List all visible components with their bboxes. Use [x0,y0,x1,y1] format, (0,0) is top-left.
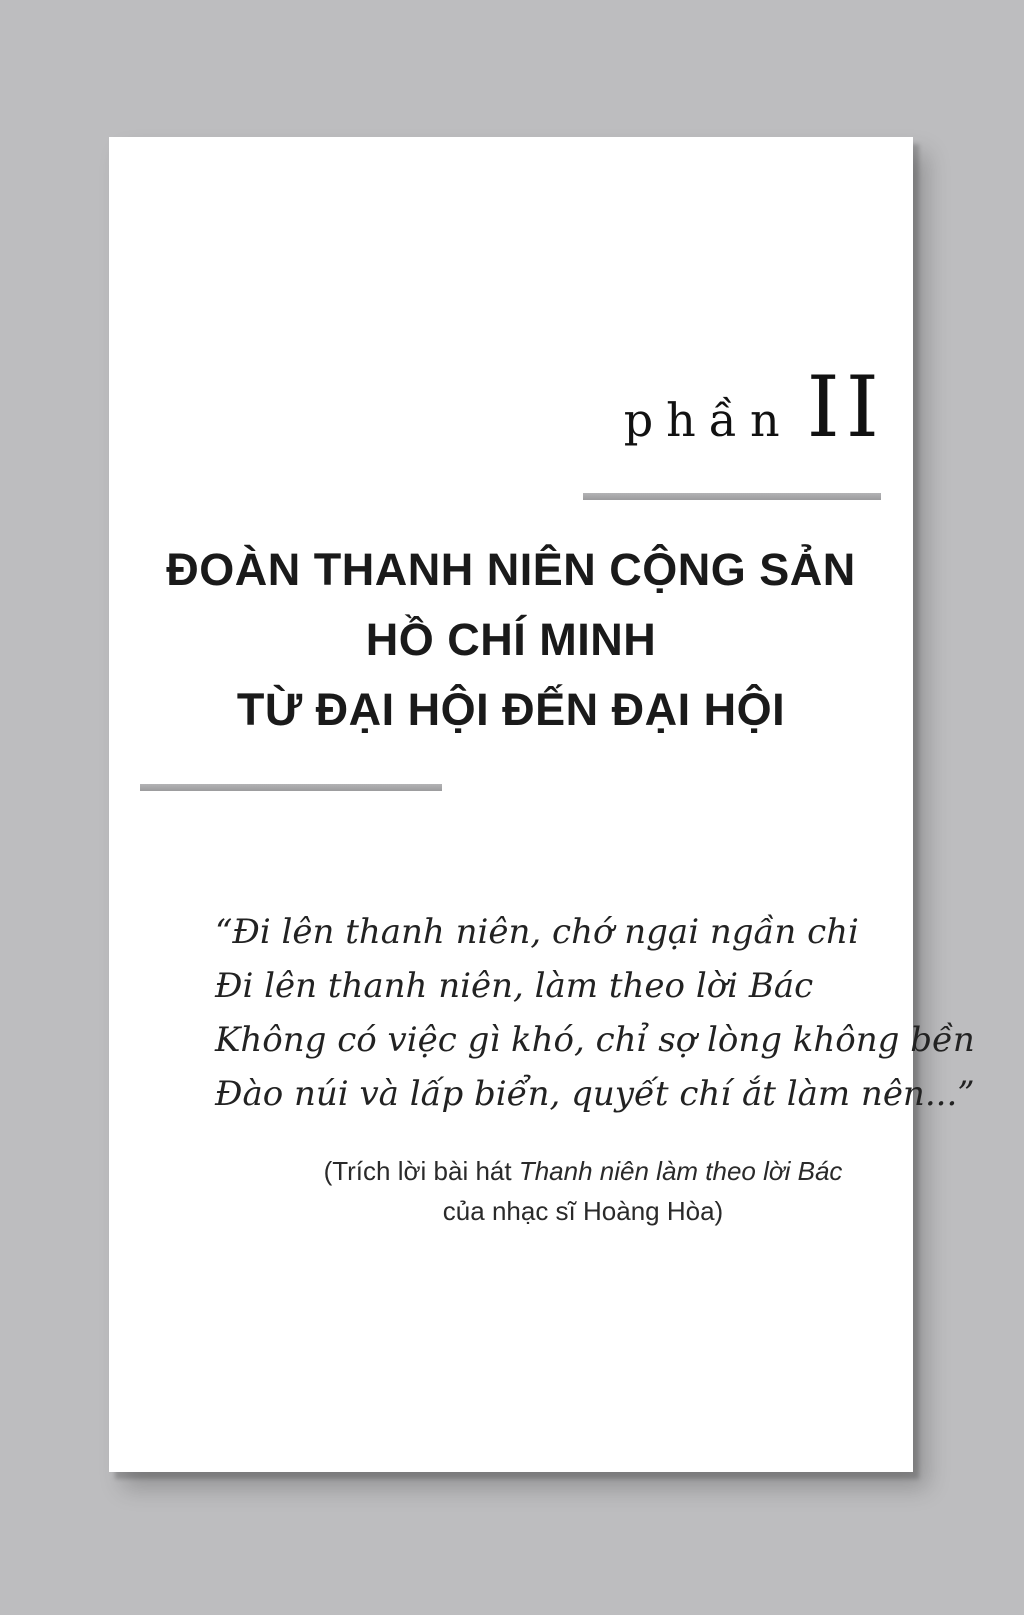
attribution-prefix: (Trích lời bài hát [323,1156,519,1186]
heading-divider-rule [583,493,881,500]
lyrics-line: Đi lên thanh niên, làm theo lời Bác [215,966,814,1006]
part-number: II [806,358,885,456]
lyrics-line: Đào núi và lấp biển, quyết chí ắt làm nên...” [215,1074,975,1114]
chapter-title-line: ĐOÀN THANH NIÊN CỘNG SẢN [166,544,856,595]
lyrics-line: Không có việc gì khó, chỉ sợ lòng không bền [215,1020,975,1060]
title-divider-rule [140,784,442,791]
chapter-title-line: TỪ ĐẠI HỘI ĐẾN ĐẠI HỘI [236,684,786,735]
part-label: phần [623,393,793,447]
chapter-title-line: HỒ CHÍ MINH [365,614,657,665]
attribution-author-line: của nhạc sĩ Hoàng Hòa) [442,1196,724,1226]
lyrics-line: “Đi lên thanh niên, chớ ngại ngần chi [215,912,859,952]
chapter-title [109,535,913,745]
lyrics-quote [215,905,975,1121]
quote-attribution [283,1151,883,1231]
part-heading [623,358,885,462]
attribution-song-title: Thanh niên làm theo lời Bác [518,1156,843,1186]
book-page [109,137,975,1472]
